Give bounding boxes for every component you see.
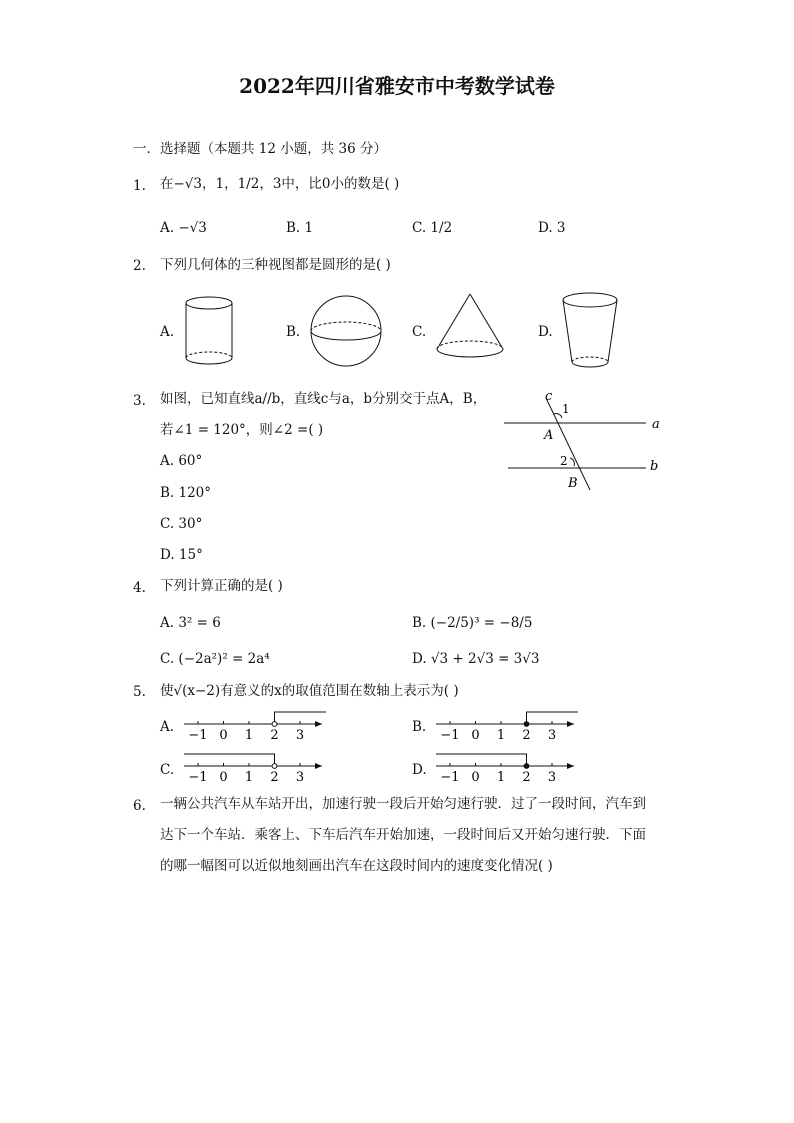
q5-number: 5. <box>133 684 146 700</box>
parallel-lines-figure <box>500 388 670 493</box>
tick-label: 0 <box>471 770 480 785</box>
solution-bracket <box>527 712 579 722</box>
label-2: 2 <box>560 454 568 468</box>
cylinder-icon <box>184 296 236 368</box>
q3-option-b[interactable]: B. 120° <box>160 485 212 501</box>
q4-stem: 下列计算正确的是( ) <box>160 578 283 594</box>
solution-bracket <box>436 754 527 764</box>
q3-stem-line1: 如图，已知直线a//b，直线c与a，b分别交于点A，B， <box>160 391 487 407</box>
number-line-d <box>432 752 582 786</box>
q5-option-c[interactable]: C. <box>160 762 175 778</box>
tick-label: 0 <box>471 728 480 743</box>
label-b: b <box>650 459 659 474</box>
q3-option-c[interactable]: C. 30° <box>160 516 203 532</box>
q4-option-b[interactable]: B. (−2/5)³ = −8/5 <box>412 615 533 631</box>
axis-arrow <box>567 721 574 727</box>
q5-option-d[interactable]: D. <box>412 762 427 778</box>
label-c: c <box>545 389 553 404</box>
q2-stem: 下列几何体的三种视图都是圆形的是( ) <box>160 257 391 273</box>
q1-number: 1. <box>133 178 146 194</box>
tick-label: 1 <box>496 728 506 743</box>
q2-option-d[interactable]: D. <box>538 324 553 340</box>
label-1: 1 <box>562 402 570 416</box>
number-line-b <box>432 710 582 744</box>
axis-arrow <box>315 763 322 769</box>
q2-number: 2. <box>133 258 146 274</box>
q6-line-2: 达下一个车站．乘客上、下车后汽车开始加速，一段时间后又开始匀速行驶．下面 <box>160 827 646 843</box>
q2-option-a[interactable]: A. <box>160 324 175 340</box>
open-point <box>272 764 277 769</box>
tick-label: 1 <box>496 770 506 785</box>
q5-option-b[interactable]: B. <box>412 719 427 735</box>
q1-option-c[interactable]: C. 1/2 <box>412 220 453 236</box>
q3-option-a[interactable]: A. 60° <box>160 453 203 469</box>
number-line-c <box>180 752 330 786</box>
q1-option-a[interactable]: A. −√3 <box>160 220 207 236</box>
tick-label: 3 <box>295 728 305 743</box>
q4-option-d[interactable]: D. √3 + 2√3 = 3√3 <box>412 651 540 667</box>
tick-label: 2 <box>522 770 531 785</box>
tick-label: 3 <box>547 728 557 743</box>
tick-label: 3 <box>547 770 557 785</box>
frustum-icon <box>561 290 621 370</box>
q1-stem: 在−√3，1，1/2，3中，比0小的数是( ) <box>160 176 400 192</box>
q5-stem: 使√(x−2)有意义的x的取值范围在数轴上表示为( ) <box>160 683 459 699</box>
section-heading: 一．选择题（本题共 12 小题，共 36 分） <box>133 141 388 157</box>
label-B: B <box>568 476 578 491</box>
tick-label: 3 <box>295 770 305 785</box>
axis-arrow <box>567 763 574 769</box>
q6-line-3: 的哪一幅图可以近似地刻画出汽车在这段时间内的速度变化情况( ) <box>160 858 553 874</box>
q4-option-c[interactable]: C. (−2a²)² = 2a⁴ <box>160 651 270 667</box>
tick-label: −1 <box>440 728 460 743</box>
sphere-icon <box>309 294 383 368</box>
q1-option-d[interactable]: D. 3 <box>538 220 566 236</box>
solution-bracket <box>184 754 275 764</box>
q4-option-a[interactable]: A. 3² = 6 <box>160 615 221 631</box>
q5-option-a[interactable]: A. <box>160 719 175 735</box>
label-a: a <box>652 417 660 432</box>
number-line-a <box>180 710 330 744</box>
q1-option-b[interactable]: B. 1 <box>286 220 314 236</box>
q4-number: 4. <box>133 580 146 596</box>
tick-label: −1 <box>440 770 460 785</box>
q3-number: 3. <box>133 393 146 409</box>
tick-label: 2 <box>270 728 279 743</box>
q6-number: 6. <box>133 798 146 814</box>
tick-label: 1 <box>244 728 254 743</box>
tick-label: 1 <box>244 770 254 785</box>
q3-stem-line2: 若∠1 = 120°，则∠2 =( ) <box>160 422 324 438</box>
tick-label: 0 <box>219 770 228 785</box>
closed-point <box>524 722 529 727</box>
cone-icon <box>434 292 506 364</box>
tick-label: −1 <box>188 728 208 743</box>
label-A: A <box>544 428 554 443</box>
tick-label: 0 <box>219 728 228 743</box>
q6-line-1: 一辆公共汽车从车站开出，加速行驶一段后开始匀速行驶．过了一段时间，汽车到 <box>160 796 646 812</box>
axis-arrow <box>315 721 322 727</box>
tick-label: 2 <box>270 770 279 785</box>
q3-option-d[interactable]: D. 15° <box>160 547 203 563</box>
closed-point <box>524 764 529 769</box>
q2-option-c[interactable]: C. <box>412 324 427 340</box>
page-title: 2022年四川省雅安市中考数学试卷 <box>239 74 555 98</box>
open-point <box>272 722 277 727</box>
tick-label: 2 <box>522 728 531 743</box>
tick-label: −1 <box>188 770 208 785</box>
q2-option-b[interactable]: B. <box>286 324 301 340</box>
solution-bracket <box>275 712 327 722</box>
